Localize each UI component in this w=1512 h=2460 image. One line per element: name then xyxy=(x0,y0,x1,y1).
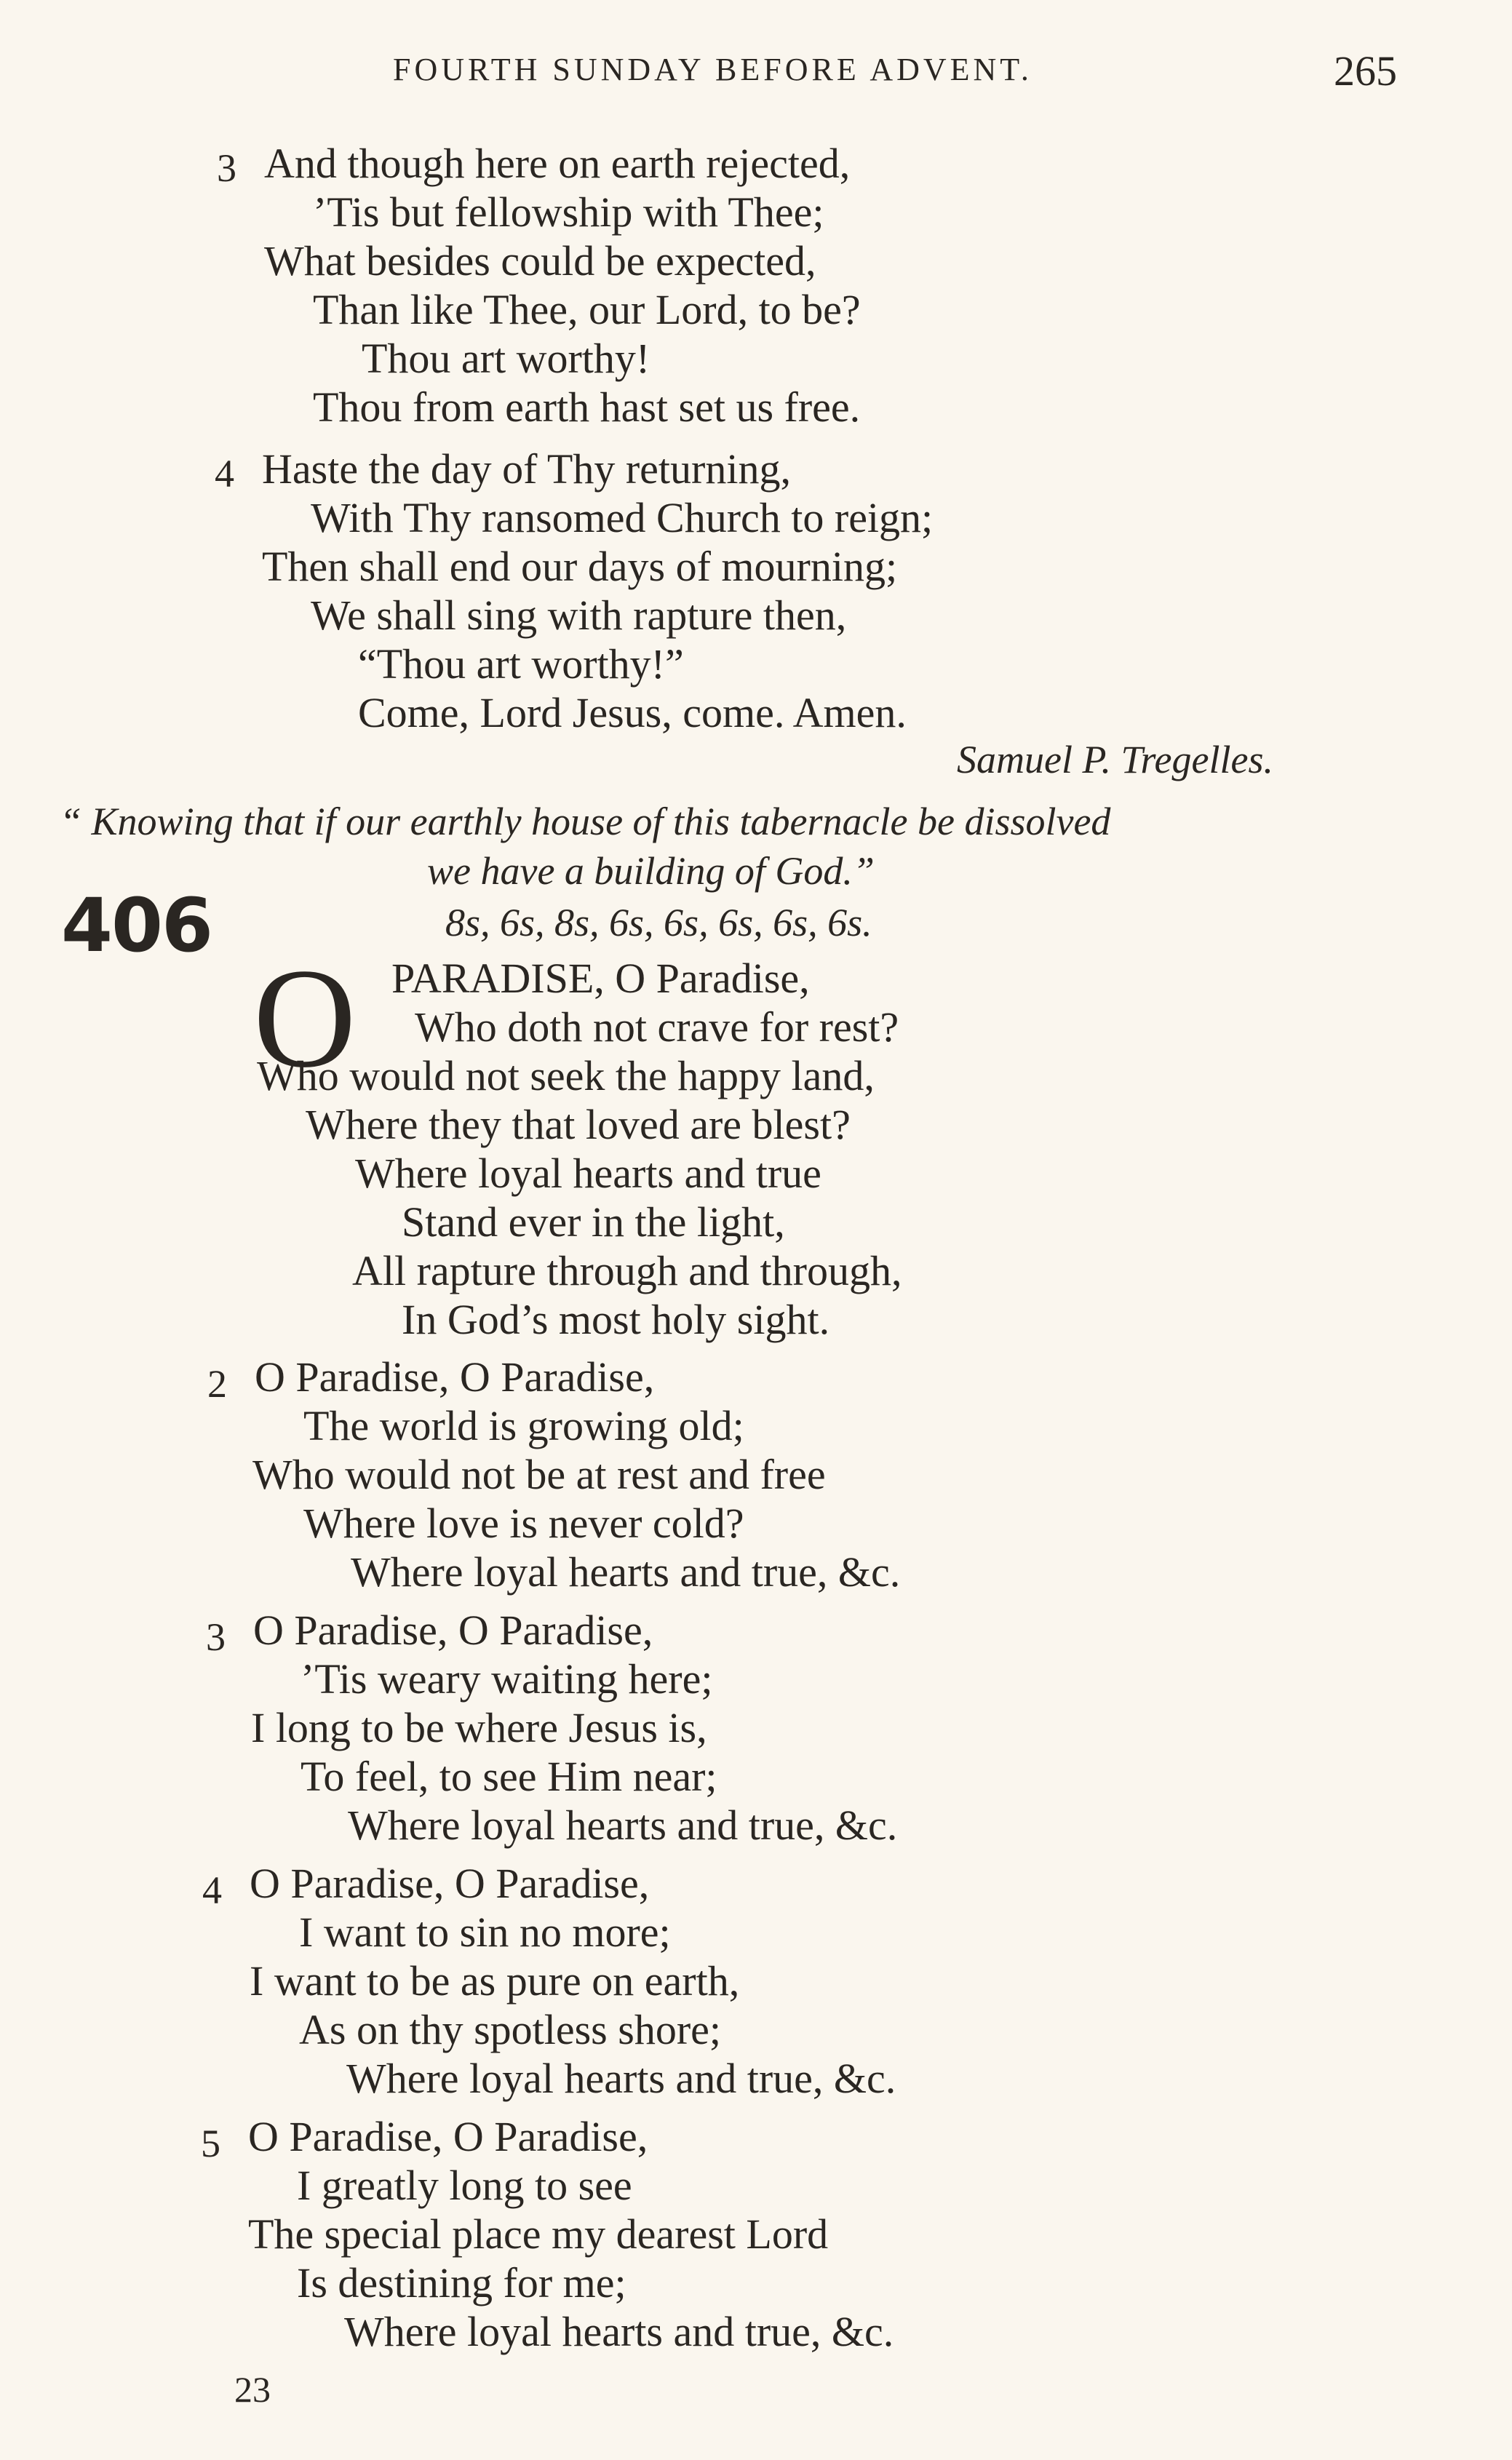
verse-line: O Paradise, O Paradise, xyxy=(248,2113,648,2160)
hymn-number: 406 xyxy=(61,883,212,969)
verse-line: Who would not seek the happy land, xyxy=(257,1052,875,1099)
verse-line: The world is growing old; xyxy=(303,1402,744,1449)
verse-line: What besides could be expected, xyxy=(264,237,816,284)
verse-number: 4 xyxy=(215,452,234,495)
epigraph-line-1: “ Knowing that if our earthly house of this tabernacle be dissolved xyxy=(60,800,1111,843)
verse-line: Thou from earth hast set us free. xyxy=(313,383,861,431)
verse-number: 3 xyxy=(217,146,236,190)
verse-number: 3 xyxy=(206,1615,226,1659)
verse-number: 5 xyxy=(201,2122,220,2165)
verse-line: Come, Lord Jesus, come. Amen. xyxy=(358,689,907,736)
verse-line: Who would not be at rest and free xyxy=(252,1451,826,1498)
verse-line: As on thy spotless shore; xyxy=(299,2006,721,2053)
verse-line: With Thy ransomed Church to reign; xyxy=(311,494,934,541)
verse-line: PARADISE, O Paradise, xyxy=(391,955,810,1002)
meter: 8s, 6s, 8s, 6s, 6s, 6s, 6s, 6s. xyxy=(445,901,872,944)
verse-line: Where loyal hearts and true, &c. xyxy=(351,1548,901,1596)
verse-line: Who doth not crave for rest? xyxy=(415,1003,899,1051)
verse-line: And though here on earth rejected, xyxy=(264,140,851,187)
verse-line: Where loyal hearts and true, &c. xyxy=(348,1802,898,1849)
verse-line: All rapture through and through, xyxy=(352,1247,902,1294)
header-title: FOURTH SUNDAY BEFORE ADVENT. xyxy=(393,52,1032,87)
verse-line: O Paradise, O Paradise, xyxy=(253,1607,653,1654)
verse-line: Where love is never cold? xyxy=(303,1500,744,1547)
verse-line: In God’s most holy sight. xyxy=(402,1296,830,1343)
verse-line: Stand ever in the light, xyxy=(402,1198,785,1246)
verse-line: To feel, to see Him near; xyxy=(301,1753,717,1800)
verse-line: We shall sing with rapture then, xyxy=(311,592,847,639)
verse-line: Where they that loved are blest? xyxy=(306,1101,851,1148)
verse-line: I want to sin no more; xyxy=(299,1908,671,1956)
verse-line: “Thou art worthy!” xyxy=(358,640,684,688)
verse-line: I greatly long to see xyxy=(297,2162,632,2209)
verse-line: Thou art worthy! xyxy=(362,335,650,382)
drop-cap: O xyxy=(253,939,357,1097)
page-number: 265 xyxy=(1334,47,1397,95)
verse-line: Where loyal hearts and true, &c. xyxy=(346,2055,896,2102)
verse-line: I want to be as pure on earth, xyxy=(250,1957,740,2005)
verse-number: 2 xyxy=(207,1362,227,1406)
verse-number: 4 xyxy=(202,1868,222,1912)
verse-line: Than like Thee, our Lord, to be? xyxy=(313,286,861,333)
signature-mark: 23 xyxy=(234,2369,271,2410)
verse-line: I long to be where Jesus is, xyxy=(251,1704,707,1751)
verse-line: ’Tis weary waiting here; xyxy=(301,1655,713,1703)
verse-line: Is destining for me; xyxy=(297,2259,626,2306)
hymn-author: Samuel P. Tregelles. xyxy=(957,738,1273,781)
verse-line: The special place my dearest Lord xyxy=(248,2210,829,2258)
verse-line: O Paradise, O Paradise, xyxy=(250,1860,650,1907)
verse-line: Haste the day of Thy returning, xyxy=(262,445,791,493)
verse-line: Where loyal hearts and true, &c. xyxy=(344,2308,894,2355)
verse-line: O Paradise, O Paradise, xyxy=(255,1353,655,1401)
verse-line: Then shall end our days of mourning; xyxy=(262,543,898,590)
verse-line: Where loyal hearts and true xyxy=(355,1150,821,1197)
epigraph-line-2: we have a building of God.” xyxy=(427,849,875,893)
verse-line: ’Tis but fellowship with Thee; xyxy=(313,188,824,236)
